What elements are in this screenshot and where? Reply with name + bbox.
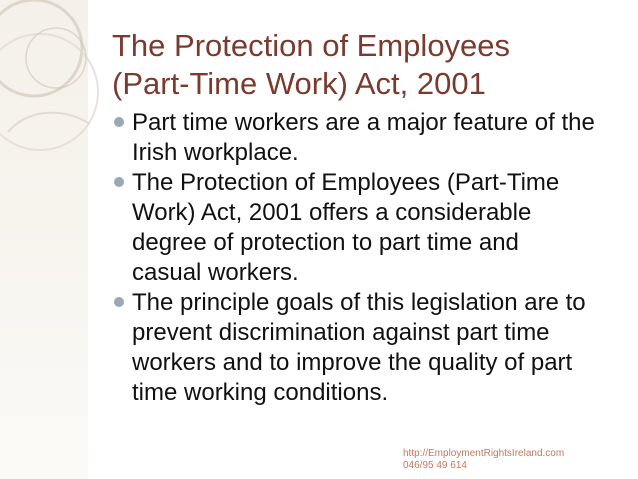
slide-title: The Protection of Employees (Part-Time Work) Act, 2001 — [112, 28, 511, 101]
bullet-text: Part time workers are a major feature of the Irish workplace. — [132, 109, 595, 166]
footer-url: http://EmploymentRightsIreland.com — [403, 448, 565, 459]
bullet-marker-icon — [114, 177, 124, 187]
bullet-marker-icon — [114, 117, 124, 127]
bullet-item — [110, 108, 630, 168]
bullet-item — [110, 288, 630, 408]
bullet-marker-icon — [114, 297, 124, 307]
bullet-text: The Protection of Employees (Part-Time Work) Act, 2001 offers a considerable degree of protection to part time and casual workers. — [132, 169, 560, 286]
bullet-list — [110, 108, 630, 408]
bullet-item — [110, 168, 630, 288]
footer-phone: 046/95 49 614 — [403, 460, 467, 471]
bullet-text: The principle goals of this legislation are to prevent discrimination against part time workers and to improve the quality of part time working conditions. — [132, 289, 586, 406]
footer — [403, 448, 623, 472]
